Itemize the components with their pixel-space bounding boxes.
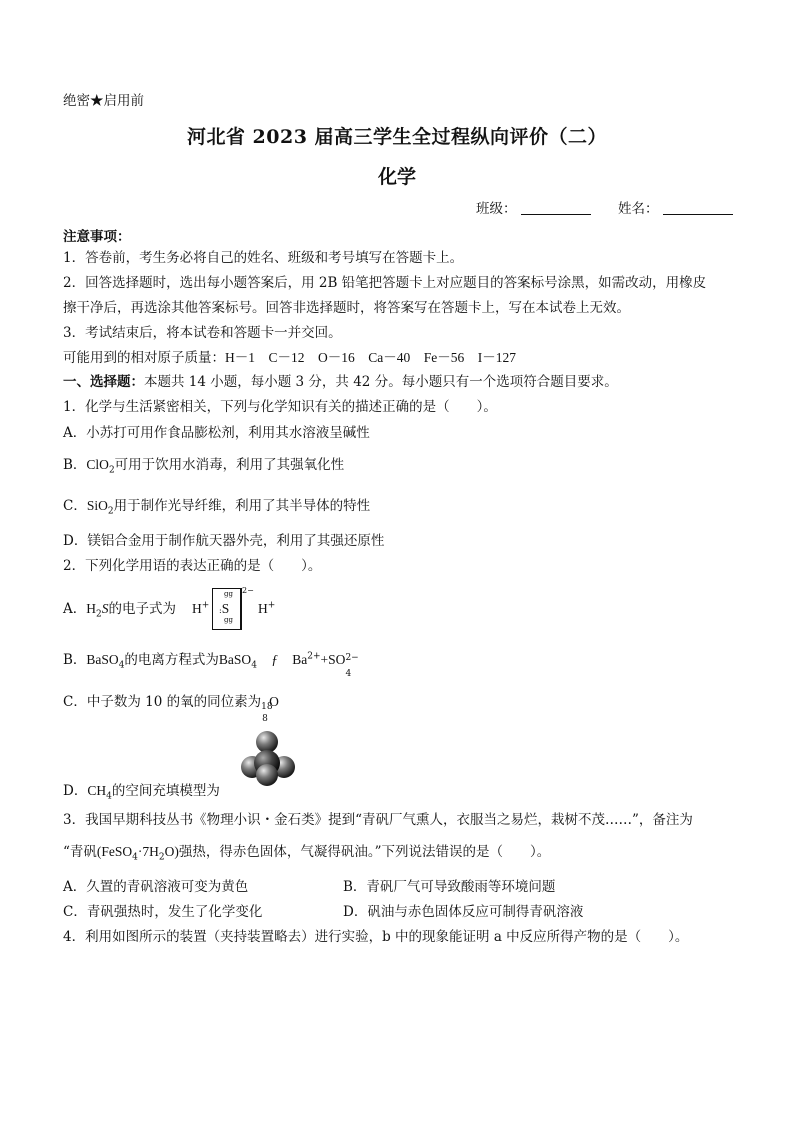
q2-option-c: C．中子数为 10 的氧的同位素为 18 8 O (63, 694, 279, 724)
question-3-stem-line1: 3．我国早期科技丛书《物理小识・金石类》提到“青矾厂气熏人，衣服当之易烂，栽树不茂……”，备注为 (63, 812, 693, 828)
atomic-masses-values: H－1 C－12 O－16 Ca－40 Fe－56 I－127 (225, 350, 516, 365)
page-title: 河北省 2023 届高三学生全过程纵向评价（二） (186, 126, 608, 148)
atomic-masses-label: 可能用到的相对原子质量： (63, 350, 225, 366)
right-hydrogen: H+ (258, 600, 276, 616)
section-desc: 本题共 14 小题，每小题 3 分，共 42 分。每小题只有一个选项符合题目要求。 (144, 374, 618, 390)
q2-option-b: B．BaSO$_4$的电离方程式为BaSO$_4$ ƒ $Ba^{2+}+SO$ 2− 4 (63, 651, 359, 679)
question-2-stem: 2．下列化学用语的表达正确的是（ ）。 (63, 558, 322, 574)
right-bracket (236, 588, 241, 630)
q1-option-a: A．小苏打可用作食品膨松剂，利用其水溶液呈碱性 (63, 425, 370, 441)
name-blank (663, 200, 733, 215)
q3-option-b: B．青矾厂气可导致酸雨等环境问题 (343, 879, 556, 895)
question-4-stem: 4．利用如图所示的装置（夹持装置略去）进行实验，b 中的现象能证明 a 中反应所得产物的是（ ）。 (63, 929, 689, 945)
left-bracket (212, 588, 217, 630)
name-label: 姓名： (618, 201, 659, 217)
confidential-label: 绝密★启用前 (63, 93, 144, 109)
class-label: 班级： (476, 201, 517, 217)
q1-option-c: C．SiO$_2$用于制作光导纤维，利用了其半导体的特性 (63, 498, 371, 517)
note-item: 3．考试结束后，将本试卷和答题卡一并交回。 (63, 325, 342, 341)
question-3-stem-line2: “青矾$(FeSO_4\cdot 7H_2O)$强热，得赤色固体，气凝得矾油。”下列说法错误的是（ ）。 (63, 844, 551, 863)
q2-option-a: A．$H_2S$的电子式为 (63, 601, 176, 620)
class-blank (521, 200, 591, 215)
section-heading (63, 373, 618, 391)
electron-dot-formula: H+ (192, 600, 210, 616)
notes-heading: 注意事项： (63, 229, 131, 245)
q1-option-d: D．镁铝合金用于制作航天器外壳，利用了其强还原性 (63, 533, 385, 549)
q3-option-c: C．青矾强热时，发生了化学变化 (63, 904, 263, 920)
section-title: 一、选择题： (63, 374, 144, 390)
q2-option-d: D．$CH_4$的空间充填模型为 (63, 783, 220, 802)
sulfur-atom: :S (219, 601, 230, 616)
ch4-space-filling-model (238, 727, 298, 789)
dots-bottom: gg (224, 616, 233, 624)
question-1-stem: 1．化学与生活紧密相关，下列与化学知识有关的描述正确的是（ ）。 (63, 399, 497, 415)
dots-top: gg (224, 590, 233, 598)
charge-label: 2− (242, 586, 254, 595)
note-item: 1．答卷前，考生务必将自己的姓名、班级和考号填写在答题卡上。 (63, 250, 464, 266)
note-item: 擦干净后，再选涂其他答案标号。回答非选择题时，将答案写在答题卡上，写在本试卷上无效。 (63, 300, 630, 316)
q3-option-a: A．久置的青矾溶液可变为黄色 (63, 879, 249, 895)
class-field (476, 200, 591, 218)
note-item: 2．回答选择题时，选出每小题答案后，用 2B 铅笔把答题卡上对应题目的答案标号涂黑，如需改动，用橡皮 (63, 275, 707, 291)
q1-option-b: B．ClO$_2$可用于饮用水消毒，利用了其强氧化性 (63, 457, 345, 476)
q3-option-d: D．矾油与赤色固体反应可制得青矾溶液 (343, 904, 584, 920)
name-field (618, 200, 733, 218)
atomic-masses (63, 349, 516, 367)
subject-title: 化学 (377, 166, 416, 188)
